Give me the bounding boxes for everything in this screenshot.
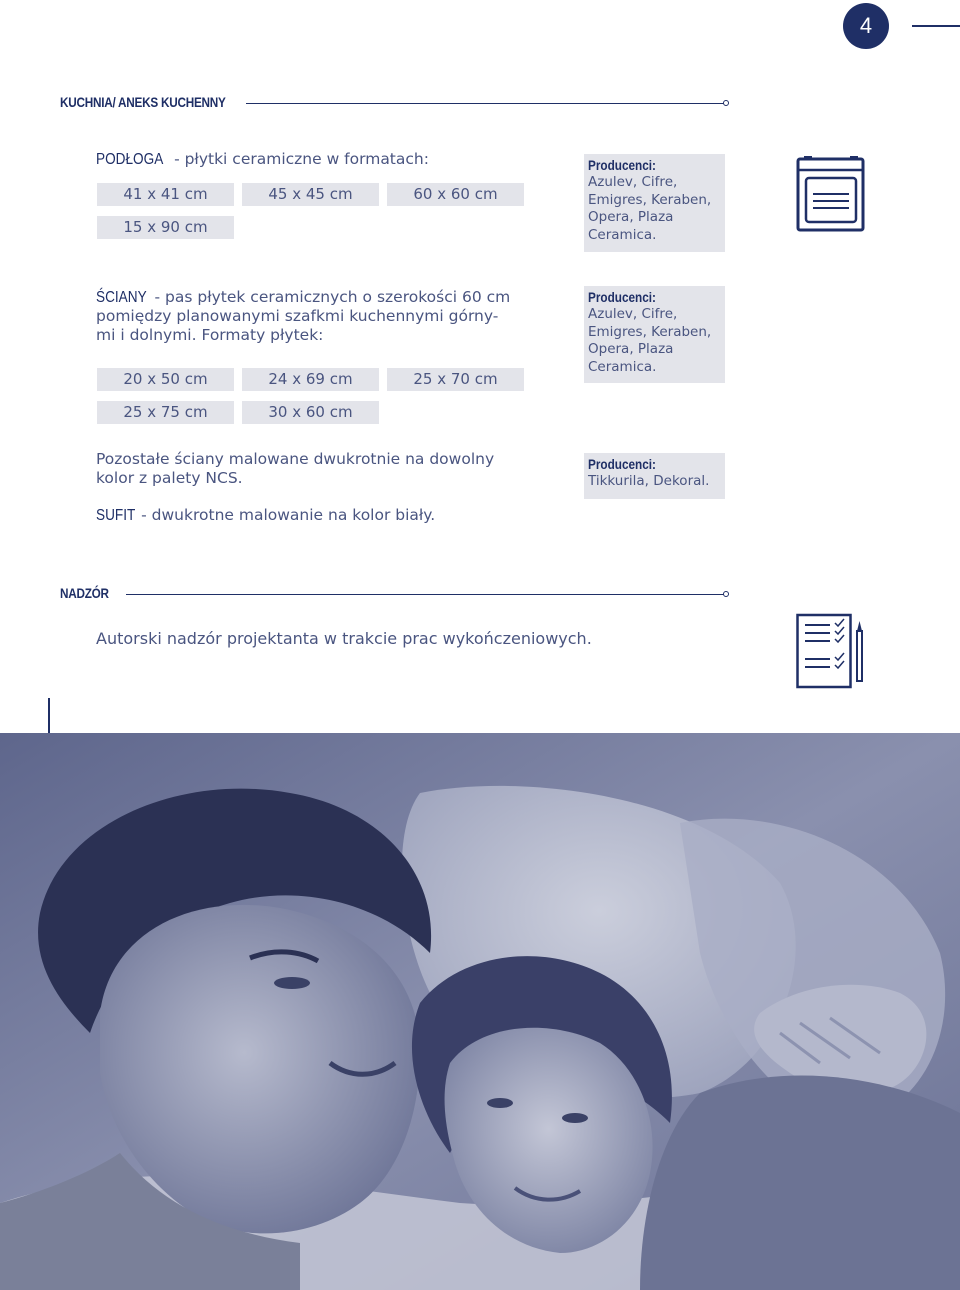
wall-format-chip: 25 x 70 cm — [387, 368, 524, 391]
wall-format-chip: 25 x 75 cm — [97, 401, 234, 424]
producers-line: Opera, Plaza — [588, 209, 674, 225]
floor-format-chip: 41 x 41 cm — [97, 183, 234, 206]
checklist-icon — [796, 613, 866, 689]
producers-line: Azulev, Cifre, — [588, 174, 678, 190]
walls-text-line: - pas płytek ceramicznych o szerokości 60 cm — [149, 288, 511, 306]
floor-producers-box — [584, 154, 725, 252]
producers-line: Emigres, Keraben, — [588, 191, 712, 208]
other-walls-line: Pozostałe ściany malowane dwukrotnie na dowolny — [96, 450, 495, 468]
walls-text-line: pomiędzy planowanymi szafkmi kuchennymi górny- — [96, 307, 499, 325]
producers-line: Opera, Plaza — [588, 341, 674, 357]
section-title-supervision: NADZÓR — [60, 585, 109, 601]
walls-text-line: mi i dolnymi. Formaty płytek: — [96, 326, 324, 344]
floor-format-chip: 15 x 90 cm — [97, 216, 234, 239]
walls-label: ŚCIANY — [96, 289, 147, 306]
floor-text: - płytki ceramiczne w formatach: — [169, 150, 429, 168]
walls-paragraph — [96, 288, 510, 345]
oven-icon — [796, 156, 866, 232]
producers-title: Producenci: — [588, 456, 656, 472]
ceiling-text: - dwukrotne malowanie na kolor biały. — [136, 506, 436, 524]
supervision-text: Autorski nadzór projektanta w trakcie prac wykończeniowych. — [96, 629, 592, 648]
floor-paragraph — [96, 150, 429, 169]
floor-label: PODŁOGA — [96, 151, 164, 168]
other-walls-paragraph — [96, 450, 494, 488]
wall-format-chip: 30 x 60 cm — [242, 401, 379, 424]
producers-line: Azulev, Cifre, — [588, 306, 678, 322]
paint-producers-box — [584, 453, 725, 499]
section-title-kitchen: KUCHNIA/ ANEKS KUCHENNY — [60, 94, 226, 110]
section-rule-kitchen — [246, 103, 724, 104]
page-number-badge: 4 — [843, 3, 889, 49]
wall-format-chip: 24 x 69 cm — [242, 368, 379, 391]
other-walls-line: kolor z palety NCS. — [96, 469, 243, 487]
section-rule-supervision — [126, 594, 724, 595]
ceiling-paragraph — [96, 506, 435, 525]
wall-format-chip: 20 x 50 cm — [97, 368, 234, 391]
floor-format-chip: 60 x 60 cm — [387, 183, 524, 206]
ceiling-label: SUFIT — [96, 507, 136, 524]
section-rule-supervision-end — [723, 591, 729, 597]
producers-title: Producenci: — [588, 157, 656, 173]
producers-line: Tikkurila, Dekoral. — [588, 473, 710, 489]
producers-line: Emigres, Keraben, — [588, 323, 712, 340]
section-rule-kitchen-end — [723, 100, 729, 106]
walls-producers-box — [584, 286, 725, 383]
header-rule — [912, 25, 960, 27]
producers-line: Ceramica. — [588, 226, 657, 243]
floor-format-chip: 45 x 45 cm — [242, 183, 379, 206]
producers-title: Producenci: — [588, 289, 656, 305]
couple-photo — [0, 733, 960, 1290]
producers-line: Ceramica. — [588, 358, 657, 375]
